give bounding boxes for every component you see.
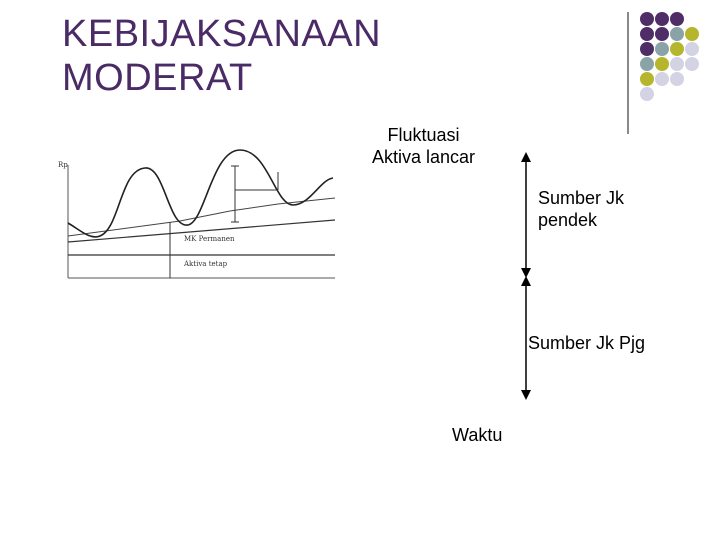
label-sumber-panjang: Sumber Jk Pjg — [528, 333, 646, 353]
label-sumber-pendek-line-1: Sumber Jk — [538, 188, 625, 208]
long-term-arrow-head-up — [521, 276, 531, 286]
label-sumber-pendek — [538, 187, 624, 231]
label-sumber-pendek-line-2: pendek — [538, 210, 598, 230]
label-fluktuasi-line-1: Fluktuasi — [387, 125, 460, 145]
label-fluktuasi-line-2: Aktiva lancar — [372, 147, 476, 167]
band-label-mk-permanen: MK Permanen — [184, 235, 235, 243]
axis-label-rp: Rp — [58, 161, 68, 169]
slide-title-line-2: MODERAT — [62, 57, 253, 99]
short-term-arrow-head-up — [521, 152, 531, 162]
label-fluktuasi — [372, 124, 475, 168]
label-waktu: Waktu — [452, 425, 503, 445]
slide-title-line-1: KEBIJAKSANAAN — [62, 13, 382, 55]
band-label-aktiva-tetap: Aktiva tetap — [184, 260, 228, 268]
long-term-arrow-head-down — [521, 390, 531, 400]
